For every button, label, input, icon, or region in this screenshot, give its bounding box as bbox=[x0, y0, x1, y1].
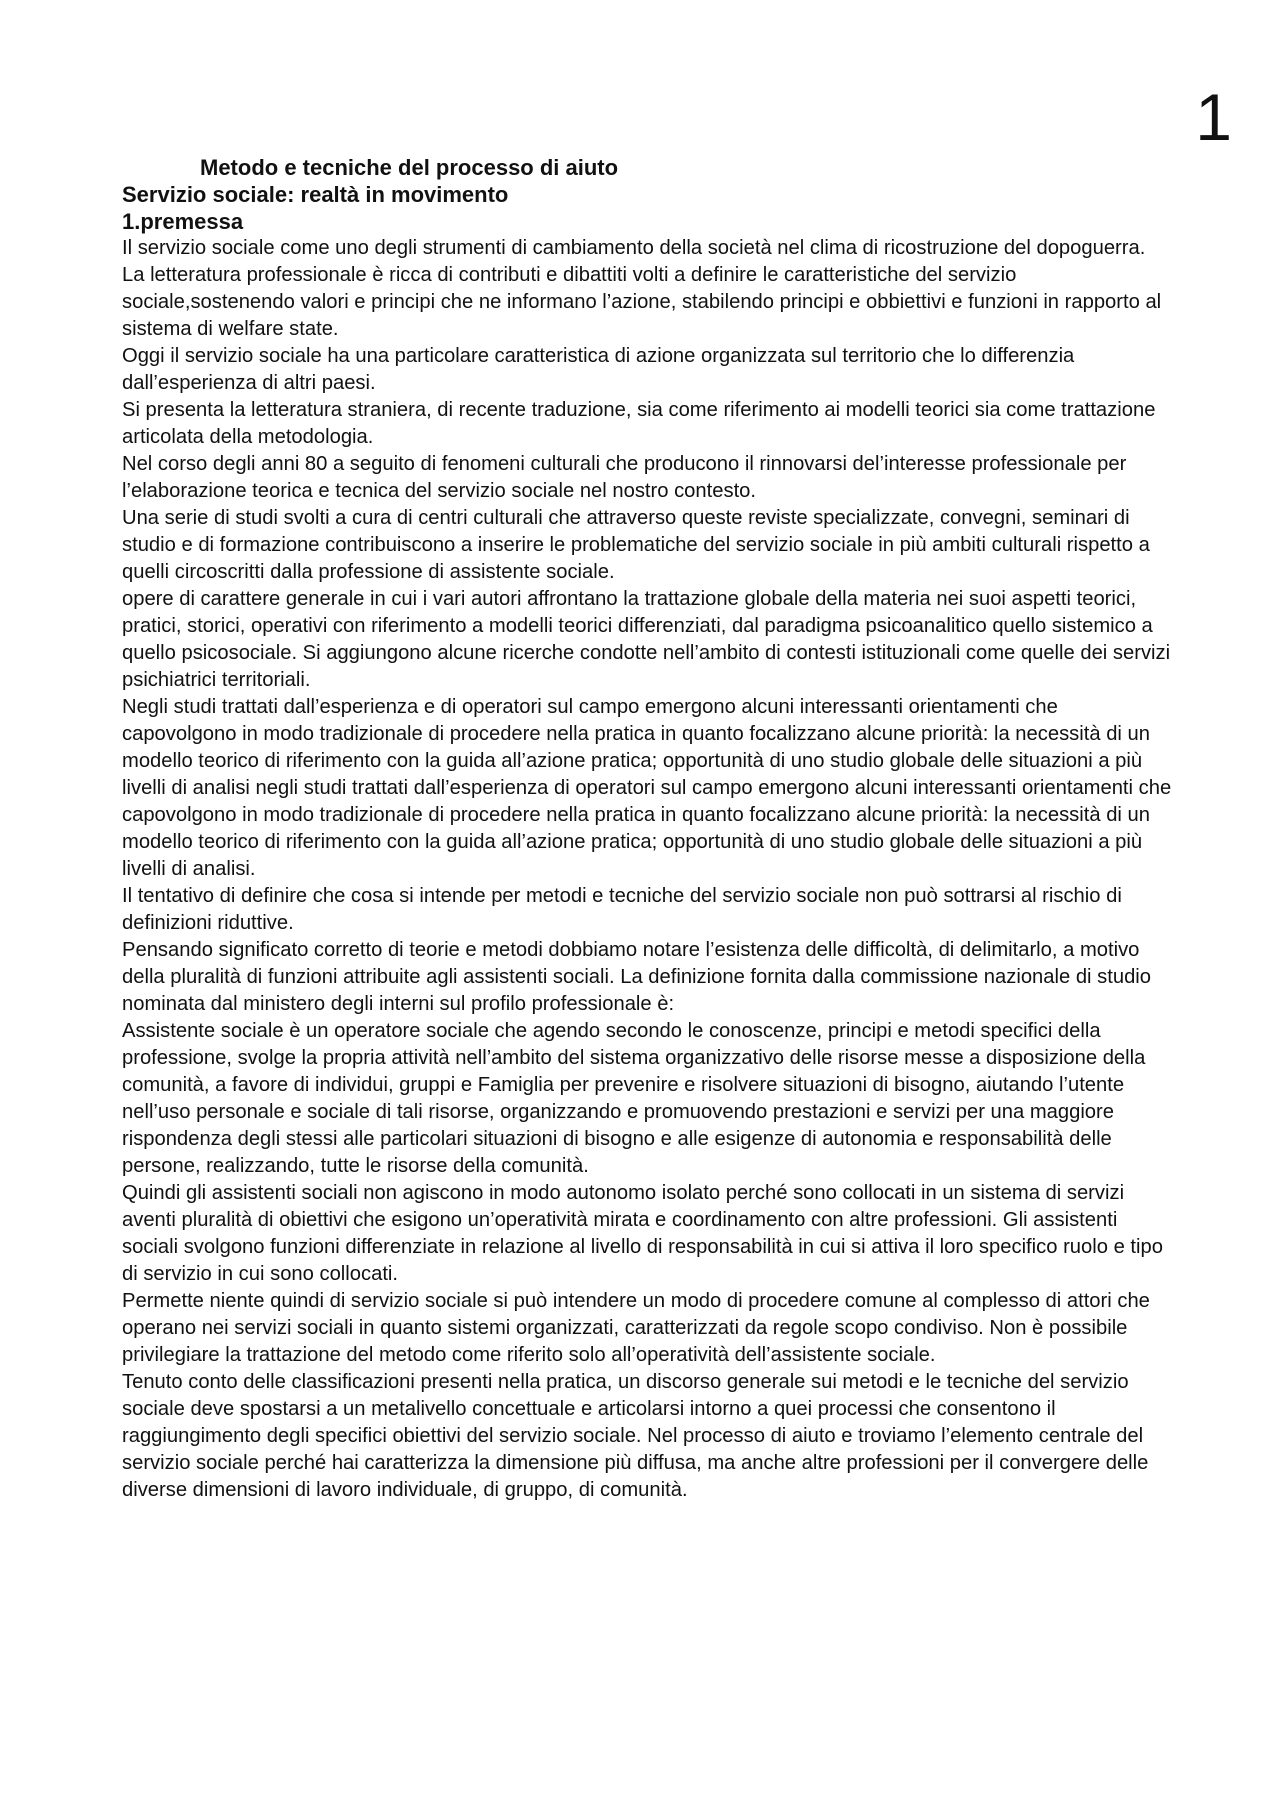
paragraph: opere di carattere generale in cui i vari autori affrontano la trattazione globale della materia nei suoi aspetti teorici, pratici, storici, operativi con riferimento a modelli teorici differenziati, dal paradigma psicoanalitico quello sistemico a quello psicosociale. Si aggiungono alcune ricerche condotte nell’ambito di contesti istituzionali come quelle dei servizi psichiatrici territoriali. bbox=[122, 588, 1171, 691]
document-subtitle: Servizio sociale: realtà in movimento bbox=[122, 182, 509, 207]
paragraph: Il tentativo di definire che cosa si intende per metodi e tecniche del servizio sociale non può sottrarsi al rischio di definizioni riduttive. bbox=[122, 885, 1122, 934]
paragraph: Oggi il servizio sociale ha una particolare caratteristica di azione organizzata sul territorio che lo differenzia dall’esperienza di altri paesi. bbox=[122, 345, 1075, 394]
page-number: 1 bbox=[1195, 80, 1232, 154]
paragraph: Pensando significato corretto di teorie e metodi dobbiamo notare l’esistenza delle difficoltà, di delimitarlo, a motivo della pluralità di funzioni attribuite agli assistenti sociali. La definizione fornita dalla commissione nazionale di studio nominata dal ministero degli interni sul profilo professionale è: bbox=[122, 939, 1152, 1015]
paragraph: Negli studi trattati dall’esperienza e di operatori sul campo emergono alcuni interessanti orientamenti che capovolgono in modo tradizionale di procedere nella pratica in quanto focalizzano alcune priorità: la necessità di un modello teorico di riferimento con la guida all’azione pratica; opportunità di uno studio globale delle situazioni a più livelli di analisi negli studi trattati dall’esperienza di operatori sul campo emergono alcuni interessanti orientamenti che capovolgono in modo tradizionale di procedere nella pratica in quanto focalizzano alcune priorità: la necessità di un modello teorico di riferimento con la guida all’azione pratica; opportunità di uno studio globale delle situazioni a più livelli di analisi. bbox=[122, 696, 1172, 880]
paragraph: Il servizio sociale come uno degli strumenti di cambiamento della società nel clima di ricostruzione del dopoguerra. bbox=[122, 237, 1146, 259]
paragraph: Assistente sociale è un operatore sociale che agendo secondo le conoscenze, principi e metodi specifici della professione, svolge la propria attività nell’ambito del sistema organizzativo delle risorse messe a disposizione della comunità, a favore di individui, gruppi e Famiglia per prevenire e risolvere situazioni di bisogno, aiutando l’utente nell’uso personale e sociale di tali risorse, organizzando e promuovendo prestazioni e servizi per una maggiore rispondenza degli stessi alle particolari situazioni di bisogno e alle esigenze di autonomia e responsabilità delle persone, realizzando, tutte le risorse della comunità. bbox=[122, 1020, 1146, 1177]
paragraph: La letteratura professionale è ricca di contributi e dibattiti volti a definire le caratteristiche del servizio sociale,sostenendo valori e principi che ne informano l’azione, stabilendo principi e obbiettivi e funzioni in rapporto al sistema di welfare state. bbox=[122, 264, 1162, 340]
paragraph: Quindi gli assistenti sociali non agiscono in modo autonomo isolato perché sono collocati in un sistema di servizi aventi pluralità di obiettivi che esigono un’operatività mirata e coordinamento con altre professioni. Gli assistenti sociali svolgono funzioni differenziate in relazione al livello di responsabilità in cui si attiva il loro specifico ruolo e tipo di servizio in cui sono collocati. bbox=[122, 1182, 1163, 1285]
section-heading: 1.premessa bbox=[122, 209, 244, 234]
paragraph: Si presenta la letteratura straniera, di recente traduzione, sia come riferimento ai modelli teorici sia come trattazione articolata della metodologia. bbox=[122, 399, 1156, 448]
paragraph: Una serie di studi svolti a cura di centri culturali che attraverso queste reviste specializzate, convegni, seminari di studio e di formazione contribuiscono a inserire le problematiche del servizio sociale in più ambiti culturali rispetto a quelli circoscritti dalla professione di assistente sociale. bbox=[122, 507, 1150, 583]
document-title: Metodo e tecniche del processo di aiuto bbox=[200, 155, 619, 180]
paragraph: Permette niente quindi di servizio sociale si può intendere un modo di procedere comune al complesso di attori che operano nei servizi sociali in quanto sistemi organizzati, caratterizzati da regole scopo condiviso. Non è possibile privilegiare la trattazione del metodo come riferito solo all’operatività dell’assistente sociale. bbox=[122, 1290, 1150, 1366]
document-body bbox=[122, 154, 1172, 1504]
paragraph: Nel corso degli anni 80 a seguito di fenomeni culturali che producono il rinnovarsi del’interesse professionale per l’elaborazione teorica e tecnica del servizio sociale nel nostro contesto. bbox=[122, 453, 1127, 502]
paragraph: Tenuto conto delle classificazioni presenti nella pratica, un discorso generale sui metodi e le tecniche del servizio sociale deve spostarsi a un metalivello concettuale e articolarsi intorno a quei processi che consentono il raggiungimento degli specifici obiettivi del servizio sociale. Nel processo di aiuto e troviamo l’elemento centrale del servizio sociale perché hai caratterizza la dimensione più diffusa, ma anche altre professioni per il convergere delle diverse dimensioni di lavoro individuale, di gruppo, di comunità. bbox=[122, 1371, 1149, 1501]
